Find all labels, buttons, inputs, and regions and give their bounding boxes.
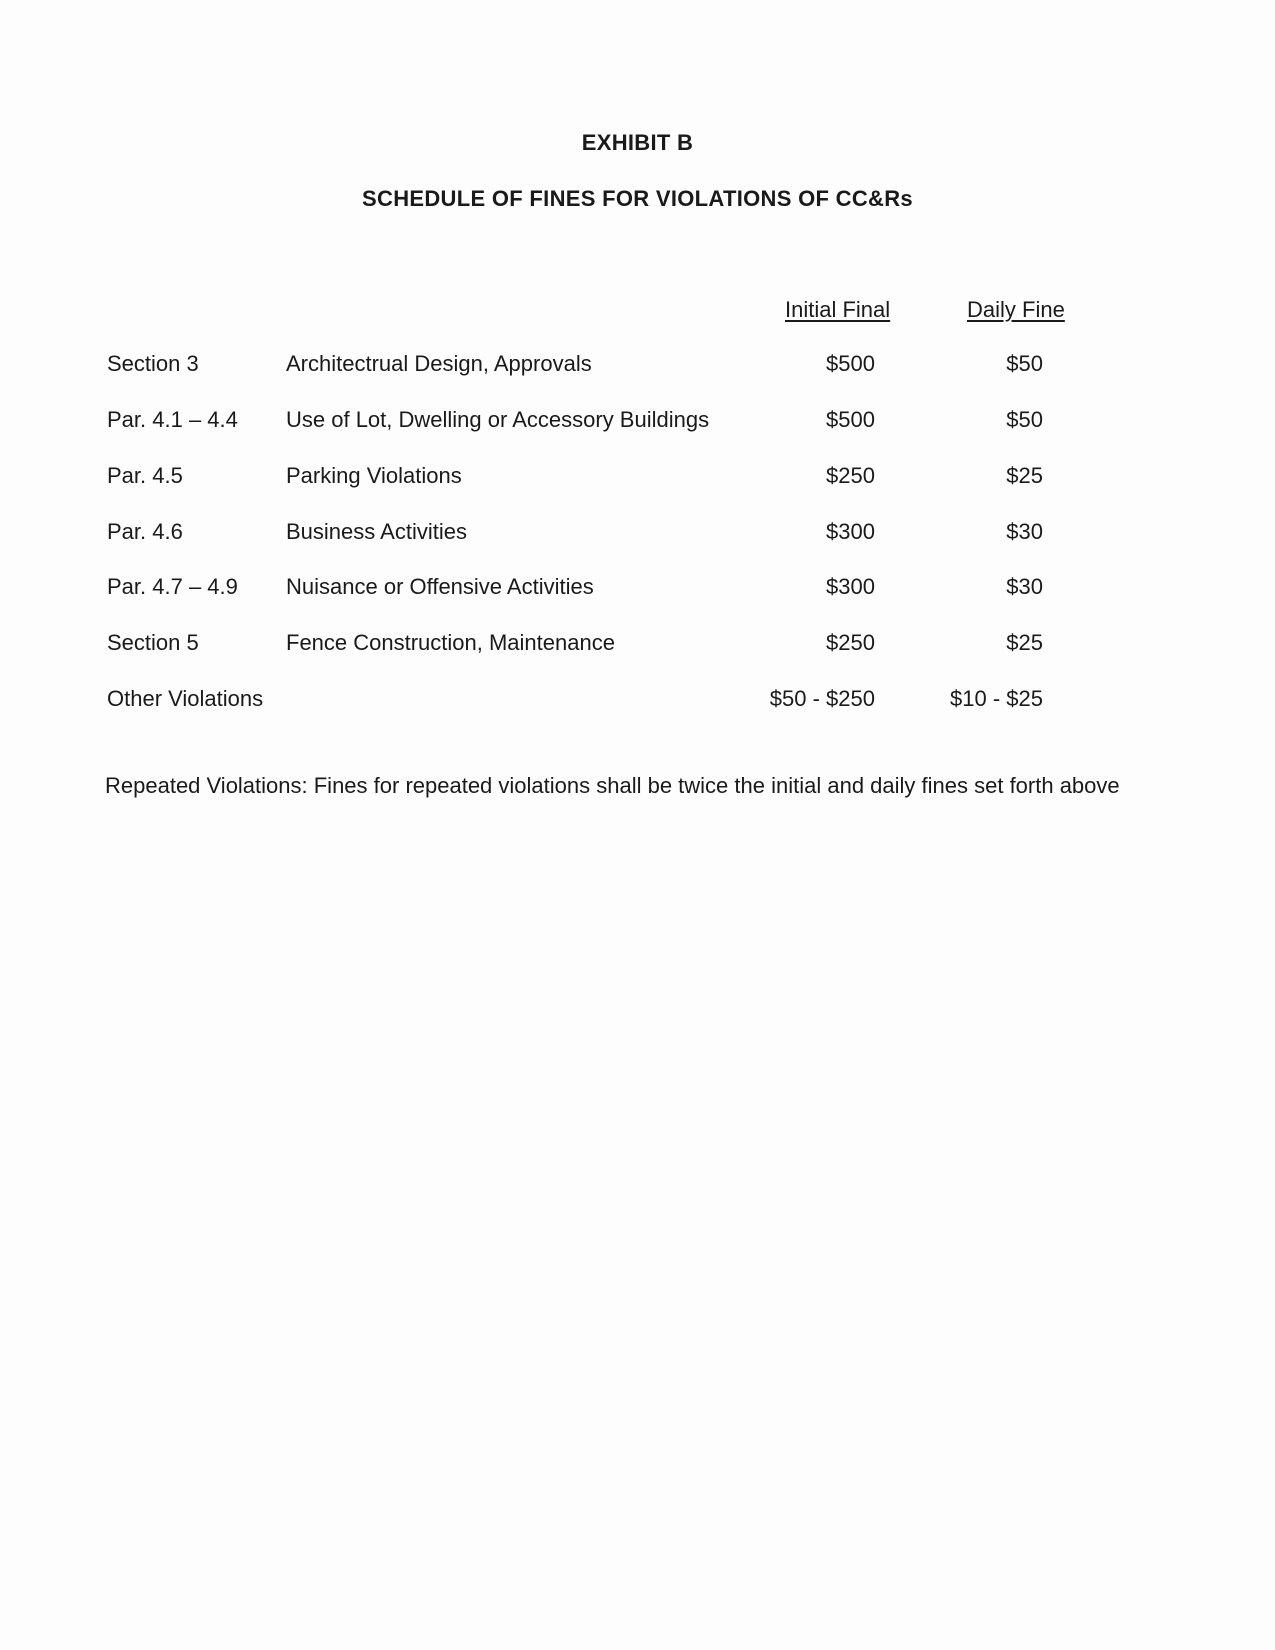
row-daily-fine: $50 bbox=[1006, 407, 1043, 432]
row-section: Par. 4.6 bbox=[107, 519, 183, 544]
row-description: Parking Violations bbox=[286, 463, 462, 488]
row-description: Nuisance or Offensive Activities bbox=[286, 574, 594, 599]
exhibit-title: EXHIBIT B bbox=[581, 130, 694, 155]
row-description: Use of Lot, Dwelling or Accessory Buildings bbox=[286, 407, 710, 432]
row-initial-fine: $500 bbox=[826, 351, 875, 376]
table-row bbox=[0, 463, 1275, 493]
row-daily-fine: $50 bbox=[1006, 351, 1043, 376]
row-section: Par. 4.1 – 4.4 bbox=[107, 407, 238, 432]
row-section: Section 5 bbox=[107, 630, 199, 655]
row-initial-fine: $300 bbox=[826, 574, 875, 599]
row-section: Par. 4.7 – 4.9 bbox=[107, 574, 238, 599]
repeated-violations-note: Repeated Violations: Fines for repeated violations shall be twice the initial and daily fines set forth above bbox=[105, 773, 1120, 798]
table-row bbox=[0, 351, 1275, 381]
row-initial-fine: $250 bbox=[826, 463, 875, 488]
row-initial-fine: $50 - $250 bbox=[769, 686, 875, 711]
row-section: Section 3 bbox=[107, 351, 199, 376]
row-initial-fine: $500 bbox=[826, 407, 875, 432]
column-header-daily: Daily Fine bbox=[967, 297, 1065, 322]
row-description: Architectrual Design, Approvals bbox=[286, 351, 592, 376]
row-description: Fence Construction, Maintenance bbox=[286, 630, 615, 655]
row-initial-fine: $300 bbox=[826, 519, 875, 544]
row-daily-fine: $25 bbox=[1006, 630, 1043, 655]
row-daily-fine: $30 bbox=[1006, 519, 1043, 544]
row-daily-fine: $25 bbox=[1006, 463, 1043, 488]
table-row bbox=[0, 686, 1275, 716]
table-row bbox=[0, 574, 1275, 604]
table-row bbox=[0, 407, 1275, 437]
column-header-initial: Initial Final bbox=[785, 297, 891, 322]
row-description: Business Activities bbox=[286, 519, 467, 544]
table-row bbox=[0, 630, 1275, 660]
schedule-title: SCHEDULE OF FINES FOR VIOLATIONS OF CC&Rs bbox=[362, 186, 913, 211]
row-daily-fine: $30 bbox=[1006, 574, 1043, 599]
row-section: Other Violations bbox=[107, 686, 264, 711]
table-row bbox=[0, 519, 1275, 549]
row-initial-fine: $250 bbox=[826, 630, 875, 655]
row-daily-fine: $10 - $25 bbox=[950, 686, 1043, 711]
row-section: Par. 4.5 bbox=[107, 463, 183, 488]
